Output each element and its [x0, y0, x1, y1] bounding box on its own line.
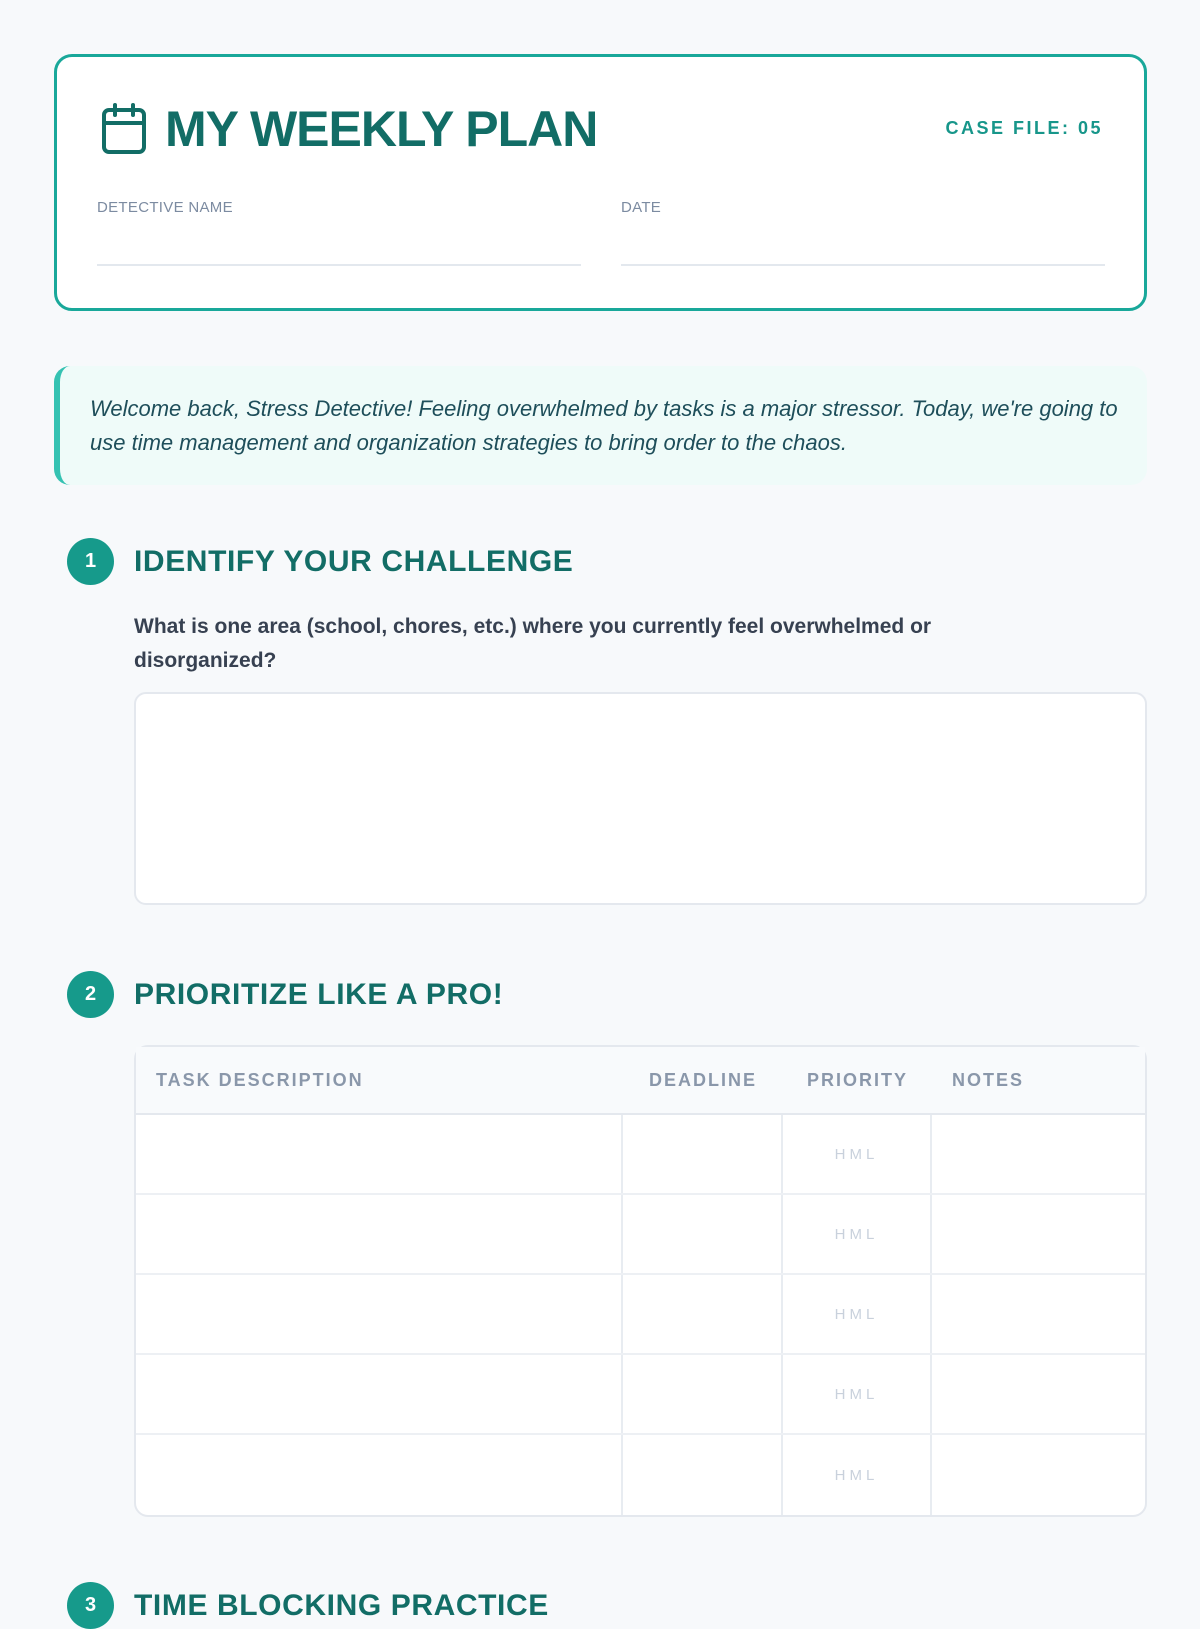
section-number-badge: 3	[67, 1582, 114, 1629]
priority-table	[134, 1045, 1147, 1517]
header-priority: PRIORITY	[806, 1069, 908, 1090]
calendar-icon	[101, 103, 147, 155]
notes-cell[interactable]	[932, 1355, 1145, 1433]
header-notes: NOTES	[952, 1069, 1025, 1090]
section-number-badge: 2	[67, 971, 114, 1018]
task-description-cell[interactable]	[136, 1275, 623, 1353]
notes-cell[interactable]	[932, 1275, 1145, 1353]
challenge-answer-box[interactable]	[134, 692, 1147, 905]
task-description-cell[interactable]	[136, 1195, 623, 1273]
deadline-cell[interactable]	[623, 1115, 783, 1193]
table-row	[136, 1435, 1145, 1515]
table-header	[136, 1047, 1145, 1115]
notes-cell[interactable]	[932, 1435, 1145, 1515]
section-title: IDENTIFY YOUR CHALLENGE	[134, 544, 574, 578]
priority-cell[interactable]: HML	[783, 1435, 932, 1515]
task-description-cell[interactable]	[136, 1355, 623, 1433]
priority-cell[interactable]: HML	[783, 1275, 932, 1353]
detective-name-label: DETECTIVE NAME	[97, 199, 233, 216]
header-task-description: TASK DESCRIPTION	[156, 1069, 364, 1090]
page-title: MY WEEKLY PLAN	[165, 101, 598, 157]
notes-cell[interactable]	[932, 1115, 1145, 1193]
deadline-cell[interactable]	[623, 1355, 783, 1433]
section-2-heading	[67, 971, 503, 1018]
table-row	[136, 1115, 1145, 1195]
challenge-question: What is one area (school, chores, etc.) where you currently feel overwhelmed or disorganized?	[134, 615, 932, 672]
detective-name-input-line[interactable]	[97, 264, 581, 266]
case-file-label: CASE FILE: 05	[945, 118, 1103, 138]
task-description-cell[interactable]	[136, 1115, 623, 1193]
date-field[interactable]	[621, 199, 1105, 266]
priority-cell[interactable]: HML	[783, 1355, 932, 1433]
section-3-heading	[67, 1582, 549, 1629]
header-card	[54, 54, 1147, 311]
table-row	[136, 1275, 1145, 1355]
date-label: DATE	[621, 199, 662, 216]
date-input-line[interactable]	[621, 264, 1105, 266]
section-number-badge: 1	[67, 538, 114, 585]
deadline-cell[interactable]	[623, 1435, 783, 1515]
notes-cell[interactable]	[932, 1195, 1145, 1273]
table-row	[136, 1195, 1145, 1275]
task-description-cell[interactable]	[136, 1435, 623, 1515]
priority-cell[interactable]: HML	[783, 1115, 932, 1193]
intro-text: Welcome back, Stress Detective! Feeling overwhelmed by tasks is a major stressor. Today, we're going to use time management and organization strategies to bring order to the chaos.	[90, 396, 1118, 455]
section-title: PRIORITIZE LIKE A PRO!	[134, 977, 504, 1011]
intro-callout	[54, 366, 1147, 485]
section-title: TIME BLOCKING PRACTICE	[134, 1588, 549, 1622]
deadline-cell[interactable]	[623, 1275, 783, 1353]
detective-name-field[interactable]	[97, 199, 581, 266]
priority-cell[interactable]: HML	[783, 1195, 932, 1273]
table-row	[136, 1355, 1145, 1435]
header-deadline: DEADLINE	[648, 1069, 757, 1090]
title-row	[101, 103, 597, 155]
section-1-heading	[67, 538, 573, 585]
deadline-cell[interactable]	[623, 1195, 783, 1273]
